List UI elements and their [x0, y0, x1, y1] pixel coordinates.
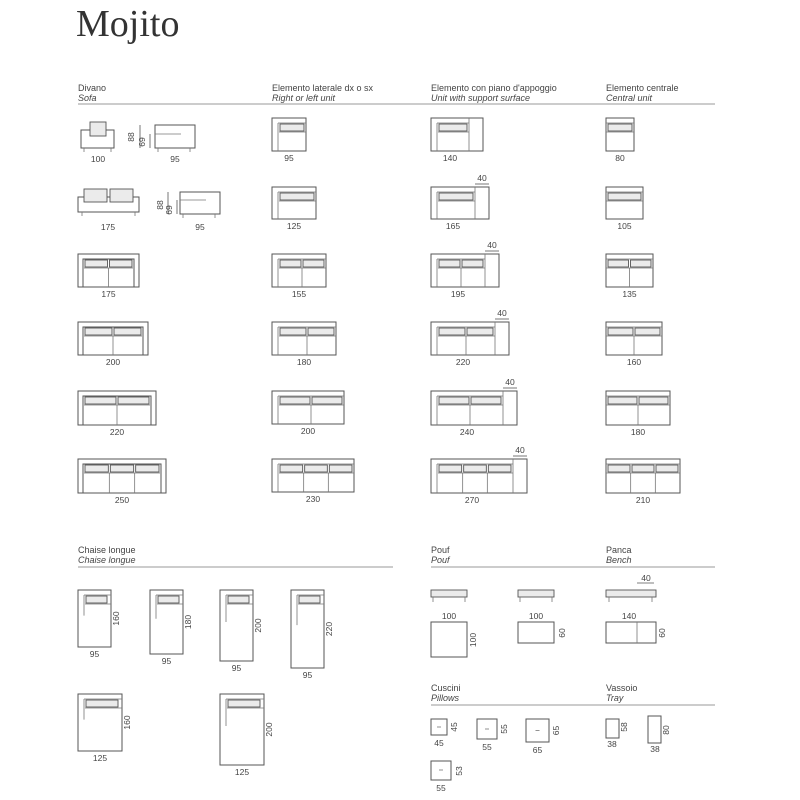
dimension-label: 180 — [296, 357, 312, 367]
section-header — [78, 545, 393, 567]
dimension-label: 125 — [92, 753, 108, 763]
dimension-label: 140 — [621, 611, 637, 621]
section-header — [606, 83, 679, 103]
sofa-plan — [78, 322, 148, 367]
dimension-label: 200 — [253, 618, 263, 633]
outline — [90, 122, 106, 136]
section-title-it: Elemento laterale dx o sx — [272, 83, 374, 93]
section-title-en: Chaise longue — [78, 555, 136, 565]
outline — [308, 328, 334, 335]
pouf-small — [518, 590, 567, 643]
sofa-plan — [78, 391, 156, 437]
central-unit-plan — [606, 118, 634, 163]
outline — [228, 700, 260, 707]
section-title-it: Panca — [606, 545, 632, 555]
dimension-label: 100 — [90, 154, 106, 164]
dimension-label: 88 — [155, 200, 165, 210]
dimension-label: 125 — [286, 221, 302, 231]
pillow — [526, 719, 561, 755]
dimension-label: 69 — [164, 205, 174, 215]
outline — [635, 328, 660, 335]
chaise-longue-plan — [78, 694, 132, 763]
bench — [606, 573, 667, 643]
outline — [608, 193, 641, 200]
dimension-label: 55 — [436, 783, 446, 793]
outline — [608, 328, 633, 335]
dimension-label: 95 — [170, 154, 180, 164]
central-unit-plan — [606, 459, 680, 505]
pillow — [431, 719, 459, 748]
dimension-label: 125 — [234, 767, 250, 777]
dimension-label: 40 — [477, 173, 487, 183]
section-title-en: Unit with support surface — [431, 93, 531, 103]
dimension-label: 240 — [459, 427, 475, 437]
section-header — [272, 83, 374, 103]
outline — [608, 260, 629, 267]
side-unit-plan — [272, 391, 344, 436]
outline — [114, 328, 141, 335]
section-title-it: Pouf — [431, 545, 450, 555]
dimension-label: 53 — [454, 766, 464, 776]
dimension-label: 140 — [442, 153, 458, 163]
outline — [329, 465, 352, 472]
dimension-label: 55 — [499, 724, 509, 734]
dimension-label: 105 — [617, 221, 632, 231]
dimension-label: 95 — [302, 670, 313, 680]
outline — [439, 193, 473, 200]
side-unit-plan — [272, 459, 354, 504]
outline — [280, 260, 301, 267]
outline — [439, 465, 462, 472]
dimension-label: 88 — [126, 132, 136, 142]
dimension-label: 65 — [551, 725, 561, 736]
outline — [85, 260, 108, 267]
section-title-it: Divano — [78, 83, 107, 93]
dimension-label: 58 — [619, 722, 629, 732]
dimension-label: 100 — [441, 611, 457, 621]
outline — [608, 124, 632, 131]
section-header — [431, 545, 715, 567]
section-title-it: Chaise longue — [78, 545, 136, 555]
central-unit-plan — [606, 391, 670, 437]
dimension-label: 195 — [450, 289, 466, 299]
support-unit-plan — [431, 240, 499, 299]
tray-small — [606, 719, 629, 749]
dimension-label: 40 — [641, 573, 651, 583]
outline — [439, 124, 467, 131]
outline — [312, 397, 342, 404]
outline — [608, 397, 637, 404]
dimension-label: 160 — [111, 611, 121, 626]
dimension-label: 165 — [445, 221, 461, 231]
outline — [303, 260, 324, 267]
dimension-label: 100 — [468, 632, 478, 648]
side-unit-plan — [272, 187, 316, 231]
dimension-label: 95 — [195, 222, 205, 232]
dimension-label: 38 — [650, 744, 660, 754]
outline — [280, 397, 310, 404]
page-title: Mojito — [76, 3, 180, 45]
dimension-label: 180 — [630, 427, 646, 437]
dimension-label: 160 — [122, 715, 132, 730]
section-title-en: Right or left unit — [272, 93, 336, 103]
section-title-en: Central unit — [606, 93, 653, 103]
pillow — [431, 761, 464, 793]
chaise-longue-plan — [291, 590, 334, 680]
outline — [631, 260, 652, 267]
dimension-label: 95 — [284, 153, 294, 163]
central-unit-plan — [606, 322, 662, 367]
dimension-label: 60 — [557, 628, 567, 638]
dimension-label: 40 — [487, 240, 497, 250]
armchair-front-view — [81, 122, 114, 164]
dimension-label: 155 — [291, 289, 307, 299]
dimension-label: 200 — [105, 357, 121, 367]
outline — [464, 465, 487, 472]
section-header — [606, 545, 632, 565]
outline — [471, 397, 501, 404]
outline — [648, 716, 661, 743]
section-title-en: Sofa — [78, 93, 97, 103]
outline — [608, 465, 630, 472]
outline — [632, 465, 654, 472]
outline — [110, 465, 133, 472]
dimension-label: 100 — [528, 611, 544, 621]
dimension-label: 45 — [434, 738, 444, 748]
outline — [518, 622, 554, 643]
sofa-plan — [78, 254, 139, 299]
central-unit-plan — [606, 254, 653, 299]
chaise-longue-plan — [150, 590, 193, 666]
outline — [86, 700, 118, 707]
outline — [110, 189, 133, 202]
outline — [462, 260, 483, 267]
outline — [280, 328, 306, 335]
outline — [136, 465, 159, 472]
side-unit-plan — [272, 322, 336, 367]
outline — [606, 622, 656, 643]
dimension-label: 220 — [455, 357, 471, 367]
section-title-it: Cuscini — [431, 683, 461, 693]
support-unit-plan — [431, 377, 517, 437]
dimension-label: 180 — [183, 614, 193, 630]
dimension-label: 38 — [607, 739, 617, 749]
dimension-label: 80 — [615, 153, 625, 163]
section-header — [431, 83, 557, 103]
support-unit-plan — [431, 445, 527, 505]
pillow — [477, 719, 509, 752]
dimension-label: 95 — [161, 656, 172, 666]
outline — [86, 596, 107, 603]
sofa-plan — [78, 459, 166, 505]
section-title-en: Tray — [606, 693, 624, 703]
outline — [656, 465, 678, 472]
outline — [110, 260, 133, 267]
outline — [606, 590, 656, 597]
outline — [228, 596, 249, 603]
dimension-label: 40 — [497, 308, 507, 318]
central-unit-plan — [606, 187, 643, 231]
section-title-it: Vassoio — [606, 683, 638, 693]
tray-large — [648, 716, 671, 754]
dimension-label: 60 — [657, 628, 667, 638]
dimension-label: 250 — [114, 495, 130, 505]
dimension-label: 40 — [515, 445, 525, 455]
dimension-label: 270 — [464, 495, 480, 505]
outline — [280, 124, 304, 131]
outline — [467, 328, 493, 335]
chaise-longue-plan — [220, 590, 263, 673]
dimension-label: 230 — [305, 494, 321, 504]
outline — [439, 260, 460, 267]
outline — [118, 397, 149, 404]
outline — [431, 622, 467, 657]
section-header — [431, 683, 715, 705]
side-unit-plan — [272, 118, 306, 163]
dimension-label: 95 — [89, 649, 100, 659]
armchair-side-view — [126, 125, 195, 164]
two-seat-side-view — [155, 192, 220, 232]
section-title-en: Pouf — [431, 555, 450, 565]
outline — [155, 125, 195, 148]
dimension-label: 80 — [661, 725, 671, 735]
outline — [439, 397, 469, 404]
section-header — [606, 683, 637, 703]
outline — [85, 465, 108, 472]
outline — [299, 596, 320, 603]
dimension-label: 175 — [101, 289, 116, 299]
dimension-label: 65 — [532, 745, 543, 755]
chaise-longue-plan — [78, 590, 121, 659]
dimension-label: 55 — [482, 742, 492, 752]
support-unit-plan — [431, 118, 483, 163]
dimension-label: 175 — [100, 222, 116, 232]
outline — [639, 397, 668, 404]
outline — [85, 397, 116, 404]
outline — [439, 328, 465, 335]
dimension-label: 45 — [449, 722, 459, 732]
support-unit-plan — [431, 308, 509, 367]
outline — [84, 189, 107, 202]
dimension-label: 95 — [231, 663, 242, 673]
dimension-label: 200 — [300, 426, 316, 436]
section-title-it: Elemento centrale — [606, 83, 679, 93]
dimension-label: 69 — [137, 137, 147, 147]
pouf-large — [431, 590, 478, 657]
side-unit-plan — [272, 254, 326, 299]
outline — [158, 596, 179, 603]
dimension-label: 160 — [626, 357, 642, 367]
outline — [488, 465, 511, 472]
dimension-label: 210 — [635, 495, 651, 505]
dimension-label: 135 — [622, 289, 637, 299]
section-title-it: Elemento con piano d'appoggio — [431, 83, 557, 93]
section-title-en: Pillows — [431, 693, 460, 703]
chaise-longue-plan — [220, 694, 274, 777]
dimension-label: 40 — [505, 377, 515, 387]
outline — [280, 465, 303, 472]
dimension-label: 220 — [109, 427, 125, 437]
two-seat-front-view — [78, 189, 139, 232]
outline — [518, 590, 554, 597]
outline — [606, 719, 619, 738]
outline — [180, 192, 220, 214]
support-unit-plan — [431, 173, 489, 231]
section-title-en: Bench — [606, 555, 632, 565]
dimension-label: 220 — [324, 621, 334, 637]
outline — [280, 193, 314, 200]
outline — [431, 761, 451, 780]
outline — [85, 328, 112, 335]
outline — [431, 590, 467, 597]
dimension-label: 200 — [264, 722, 274, 737]
outline — [305, 465, 328, 472]
